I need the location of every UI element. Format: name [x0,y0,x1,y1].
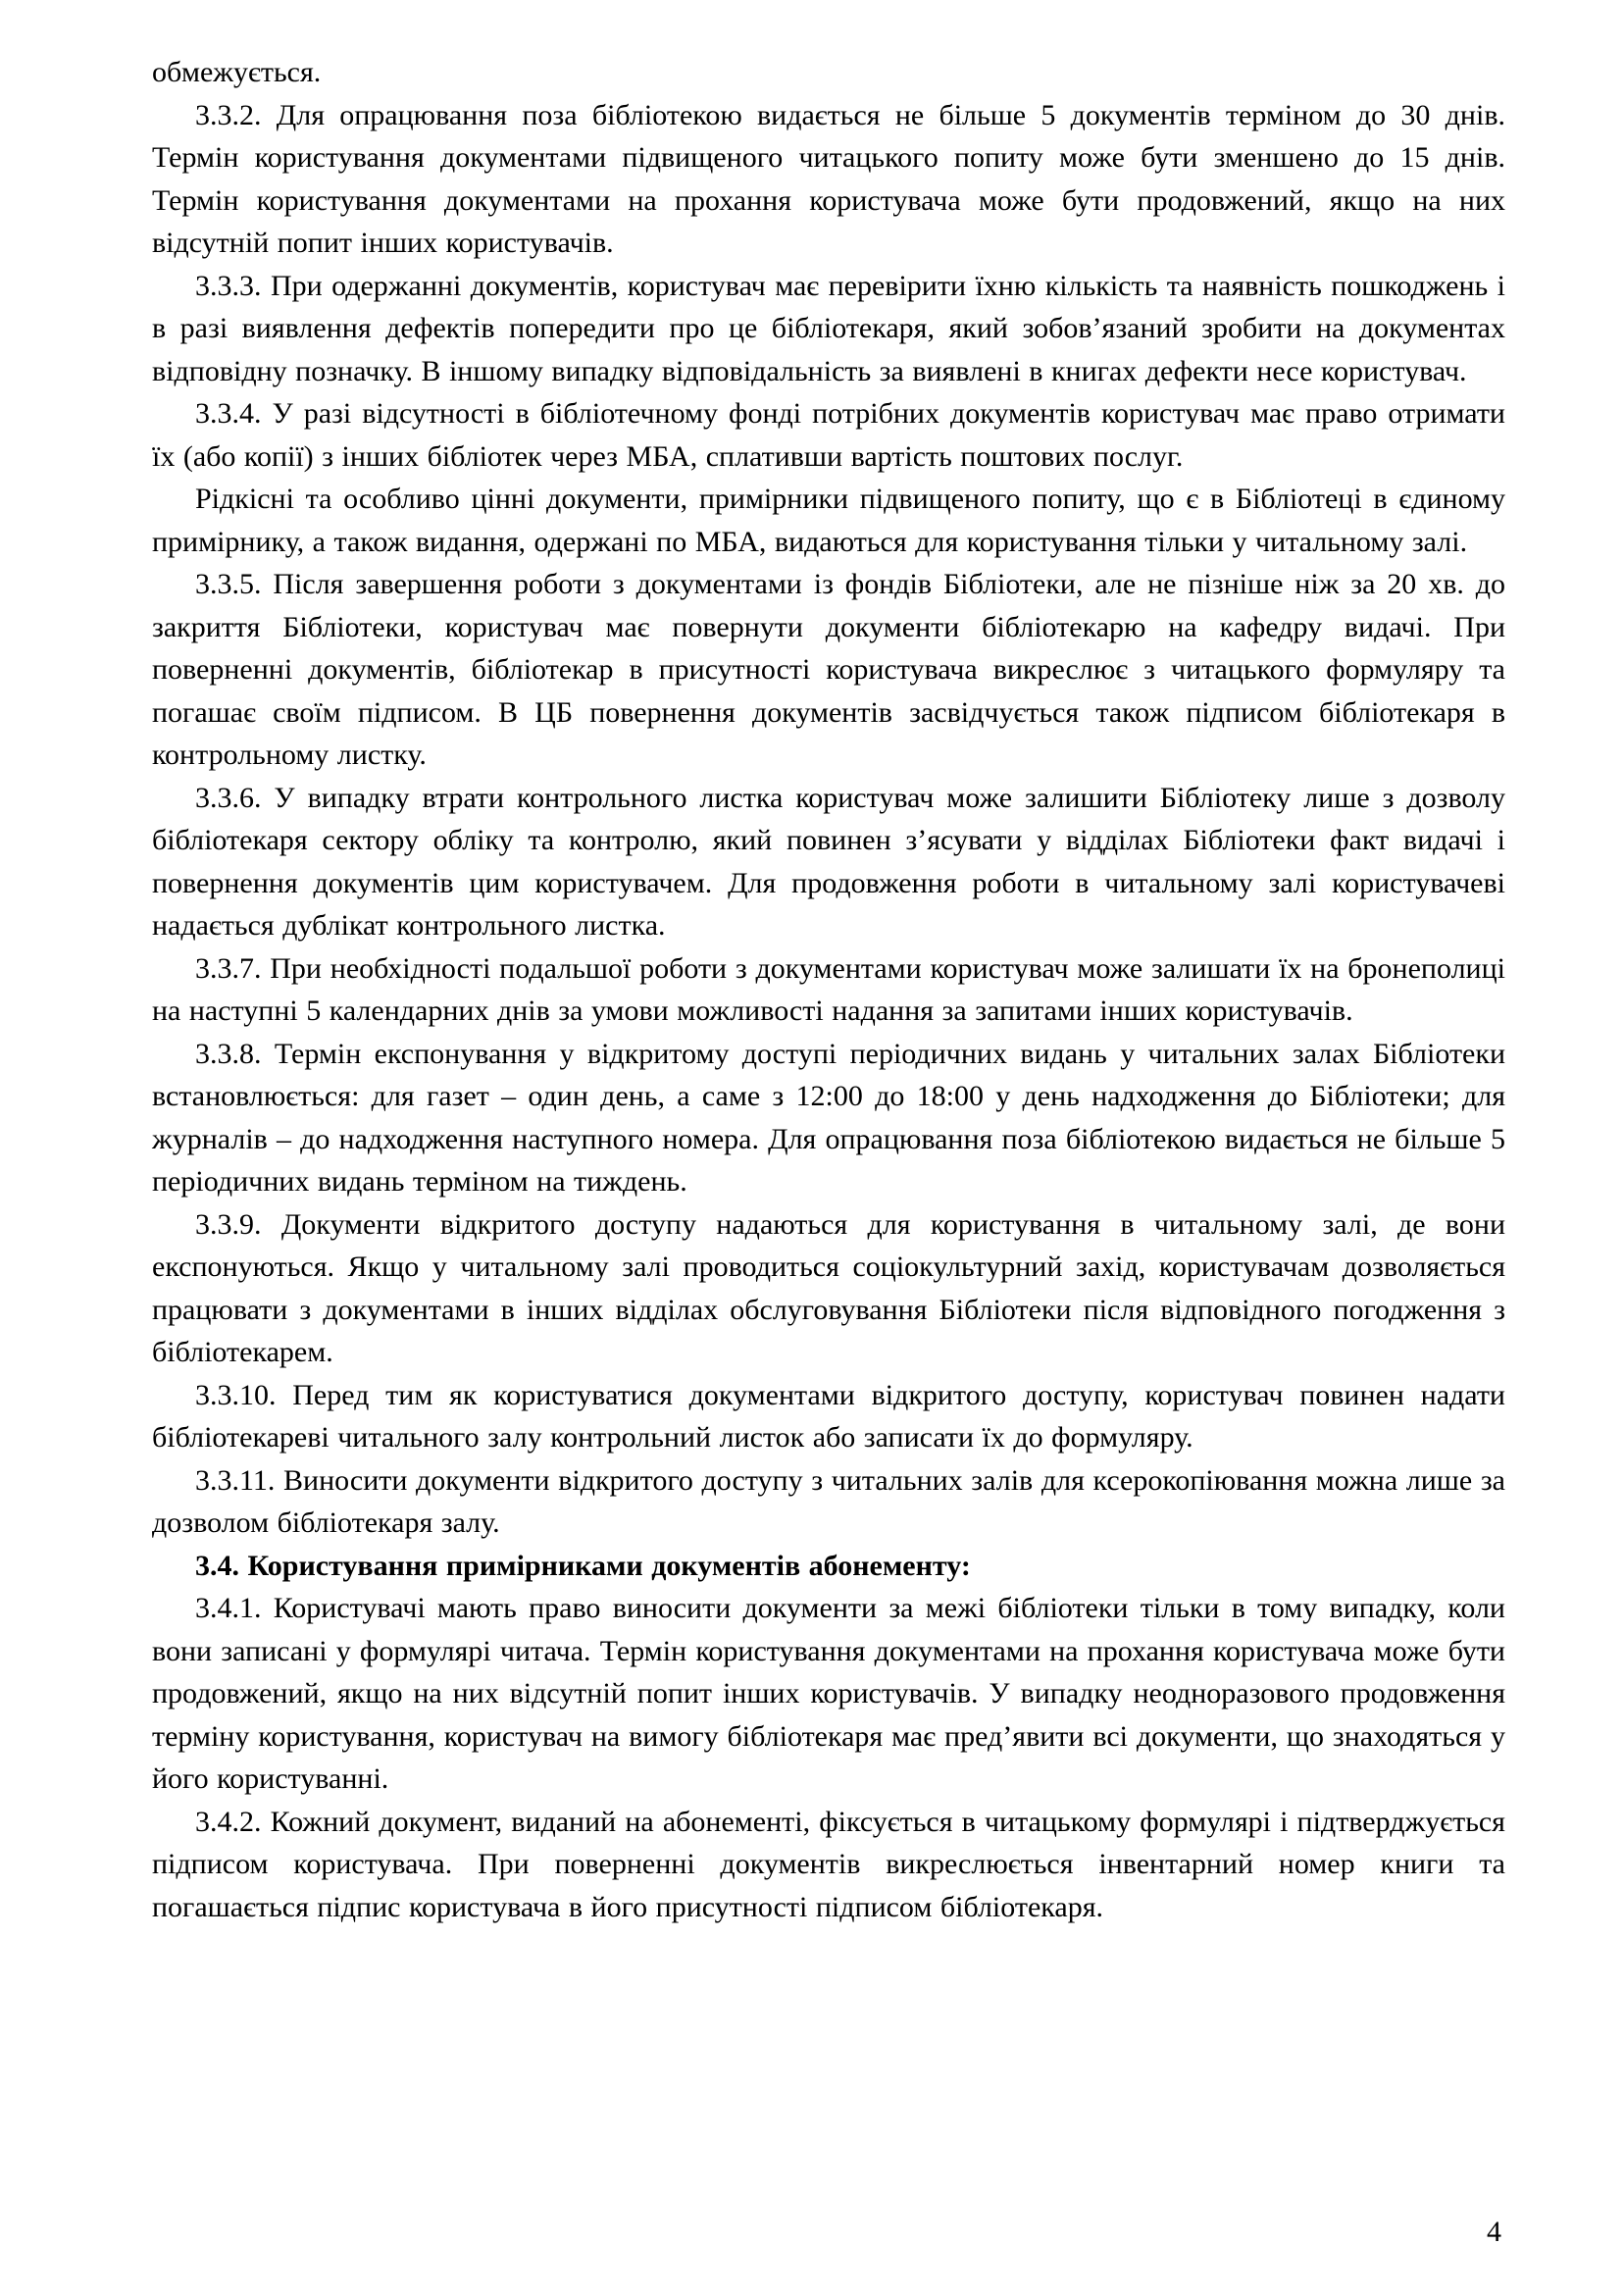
paragraph-3-3-10: 3.3.10. Перед тим як користуватися документами відкритого доступу, користувач повинен надати бібліотекареві читального залу контрольний листок або записати їх до формуляру. [152,1378,1505,1454]
paragraph-rare-documents: Рідкісні та особливо цінні документи, примірники підвищеного попиту, що є в Бібліотеці в єдиному примірнику, а також видання, одержані по МБА, видаються для користування тільки у читальному залі. [152,483,1505,558]
paragraph-3-4-1: 3.4.1. Користувачі мають право виносити документи за межі бібліотеки тільки в тому випадку, коли вони записані у формулярі читача. Термін користування документами на прохання користувача може бути продовжений, якщо на них відсутній попит інших користувачів. У випадку неодноразового продовження терміну користування, користувач на вимогу бібліотекаря має пред’явити всі документи, що знаходяться у його користуванні. [152,1592,1505,1795]
paragraph-3-4-2: 3.4.2. Кожний документ, виданий на абонементі, фіксується в читацькому формулярі і підтверджується підписом користувача. При поверненні документів викреслюється інвентарний номер книги та погашається підпис користувача в його присутності підписом бібліотекаря. [152,1805,1505,1923]
paragraph-continuation: обмежується. [152,56,322,88]
page-number: 4 [1487,2216,1501,2248]
paragraph-3-3-4: 3.3.4. У разі відсутності в бібліотечному фонді потрібних документів користувач має право отримати їх (або копії) з інших бібліотек через МБА, сплативши вартість поштових послуг. [152,397,1505,473]
paragraph-3-3-8: 3.3.8. Термін експонування у відкритому доступі періодичних видань у читальних залах Бібліотеки встановлюється: для газет – один день, а саме з 12:00 до 18:00 у день надходження до Бібліотеки; для журналів – до надходження наступного номера. Для опрацювання поза бібліотекою видається не більше 5 періодичних видань терміном на тиждень. [152,1037,1505,1198]
paragraph-3-3-7: 3.3.7. При необхідності подальшої роботи з документами користувач може залишати їх на бронеполиці на наступні 5 календарних днів за умови можливості надання за запитами інших користувачів. [152,951,1505,1027]
paragraph-3-3-5: 3.3.5. Після завершення роботи з документами із фондів Бібліотеки, але не пізніше ніж за 20 хв. до закриття Бібліотеки, користувач має повернути документи бібліотекарю на кафедру видачі. При поверненні документів, бібліотекар в присутності користувача викреслює з читацького формуляру та погашає своїм підписом. В ЦБ повернення документів засвідчується також підписом бібліотекаря в контрольному листку. [152,568,1505,771]
section-heading-3-4: 3.4. Користування примірниками документів абонементу: [195,1549,971,1582]
document-text-block [152,51,1505,1928]
paragraph-3-3-3: 3.3.3. При одержанні документів, користувач має перевірити їхню кількість та наявність пошкоджень і в разі виявлення дефектів попередити про це бібліотекаря, який зобов’язаний зробити на документах відповідну позначку. В іншому випадку відповідальність за виявлені в книгах дефекти несе користувач. [152,269,1505,387]
paragraph-3-3-2: 3.3.2. Для опрацювання поза бібліотекою видається не більше 5 документів терміном до 30 днів. Термін користування документами підвищеного читацького попиту може бути зменшено до 15 днів. Термін користування документами на прохання користувача може бути продовжений, якщо на них відсутній попит інших користувачів. [152,98,1505,259]
paragraph-3-3-11: 3.3.11. Виносити документи відкритого доступу з читальних залів для ксерокопіювання можна лише за дозволом бібліотекаря залу. [152,1463,1505,1539]
paragraph-3-3-6: 3.3.6. У випадку втрати контрольного листка користувач може залишити Бібліотеку лише з дозволу бібліотекаря сектору обліку та контролю, який повинен з’ясувати у відділах Бібліотеки факт видачі і повернення документів цим користувачем. Для продовження роботи в читальному залі користувачеві надається дублікат контрольного листка. [152,781,1505,942]
paragraph-3-3-9: 3.3.9. Документи відкритого доступу надаються для користування в читальному залі, де вони експонуються. Якщо у читальному залі проводиться соціокультурний захід, користувачам дозволяється працювати з документами в інших відділах обслуговування Бібліотеки після відповідного погодження з бібліотекарем. [152,1207,1505,1368]
